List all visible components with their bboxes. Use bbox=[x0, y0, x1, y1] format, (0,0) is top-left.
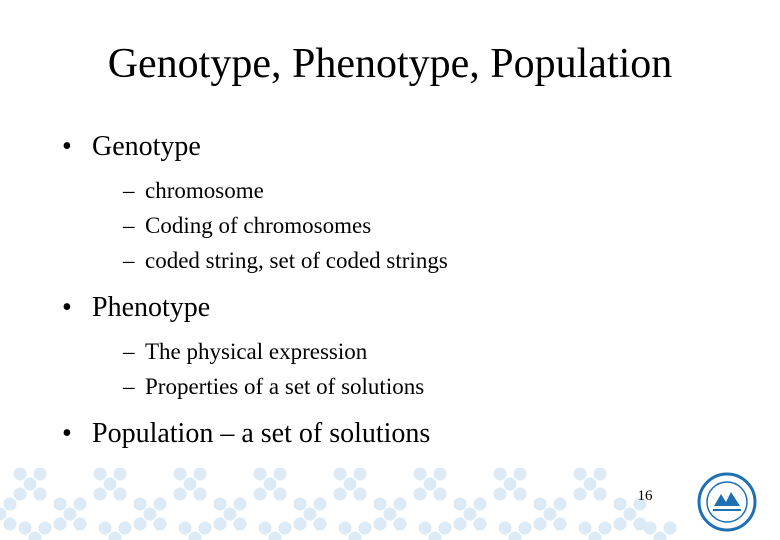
bullet-item bbox=[62, 125, 712, 169]
bullet-marker: • bbox=[62, 292, 72, 323]
decoration-cross bbox=[174, 468, 207, 501]
decoration-cross bbox=[339, 522, 372, 540]
sub-item-text: Coding of chromosomes bbox=[145, 213, 372, 238]
bullet-marker: • bbox=[62, 418, 72, 449]
bullet-text: Population – a set of solutions bbox=[92, 418, 431, 449]
decoration-cross bbox=[374, 498, 407, 531]
decoration-cross bbox=[99, 522, 132, 540]
bullet-item bbox=[62, 412, 712, 456]
sub-item bbox=[123, 208, 712, 243]
decoration-cross bbox=[134, 498, 167, 531]
sub-marker: – bbox=[123, 374, 135, 399]
decoration-cross bbox=[499, 522, 532, 540]
bullet-list bbox=[62, 125, 712, 456]
decoration-cross bbox=[19, 522, 52, 540]
sub-list bbox=[123, 334, 712, 404]
sub-marker: – bbox=[123, 339, 135, 364]
decoration-cross bbox=[94, 468, 127, 501]
sub-marker: – bbox=[123, 248, 135, 273]
decoration-cross bbox=[179, 522, 212, 540]
decoration-cross bbox=[214, 498, 247, 531]
sub-marker: – bbox=[123, 213, 135, 238]
decoration-cross bbox=[334, 468, 367, 501]
bullet-marker: • bbox=[62, 131, 72, 162]
decoration-cross bbox=[579, 522, 612, 540]
sub-item bbox=[123, 334, 712, 369]
decoration-cross bbox=[574, 468, 607, 501]
sub-item-text: Properties of a set of solutions bbox=[145, 374, 425, 399]
bullet-item bbox=[62, 286, 712, 330]
sub-item-text: coded string, set of coded strings bbox=[145, 248, 448, 273]
sub-item bbox=[123, 243, 712, 278]
decoration-cross bbox=[0, 498, 17, 531]
sub-marker: – bbox=[123, 178, 135, 203]
decoration-cross bbox=[14, 468, 47, 501]
decoration-cross bbox=[54, 498, 87, 531]
decoration-cross bbox=[259, 522, 292, 540]
sub-item bbox=[123, 369, 712, 404]
sub-item-text: The physical expression bbox=[145, 339, 368, 364]
sub-list bbox=[123, 173, 712, 278]
sub-item-text: chromosome bbox=[145, 178, 264, 203]
decoration-cross bbox=[494, 468, 527, 501]
decoration-cross bbox=[419, 522, 452, 540]
decoration-cross bbox=[534, 498, 567, 531]
decoration-cross bbox=[294, 498, 327, 531]
sub-item bbox=[123, 173, 712, 208]
university-seal-icon bbox=[697, 472, 757, 532]
decoration-cross bbox=[454, 498, 487, 531]
page-number: 16 bbox=[637, 488, 653, 504]
cross-pattern-decoration bbox=[0, 468, 680, 540]
bullet-text: Genotype bbox=[92, 131, 201, 162]
decoration-cross bbox=[254, 468, 287, 501]
decoration-cross bbox=[414, 468, 447, 501]
bullet-text: Phenotype bbox=[92, 292, 211, 323]
decoration-cross bbox=[644, 522, 677, 540]
slide-title: Genotype, Phenotype, Population bbox=[107, 41, 673, 87]
